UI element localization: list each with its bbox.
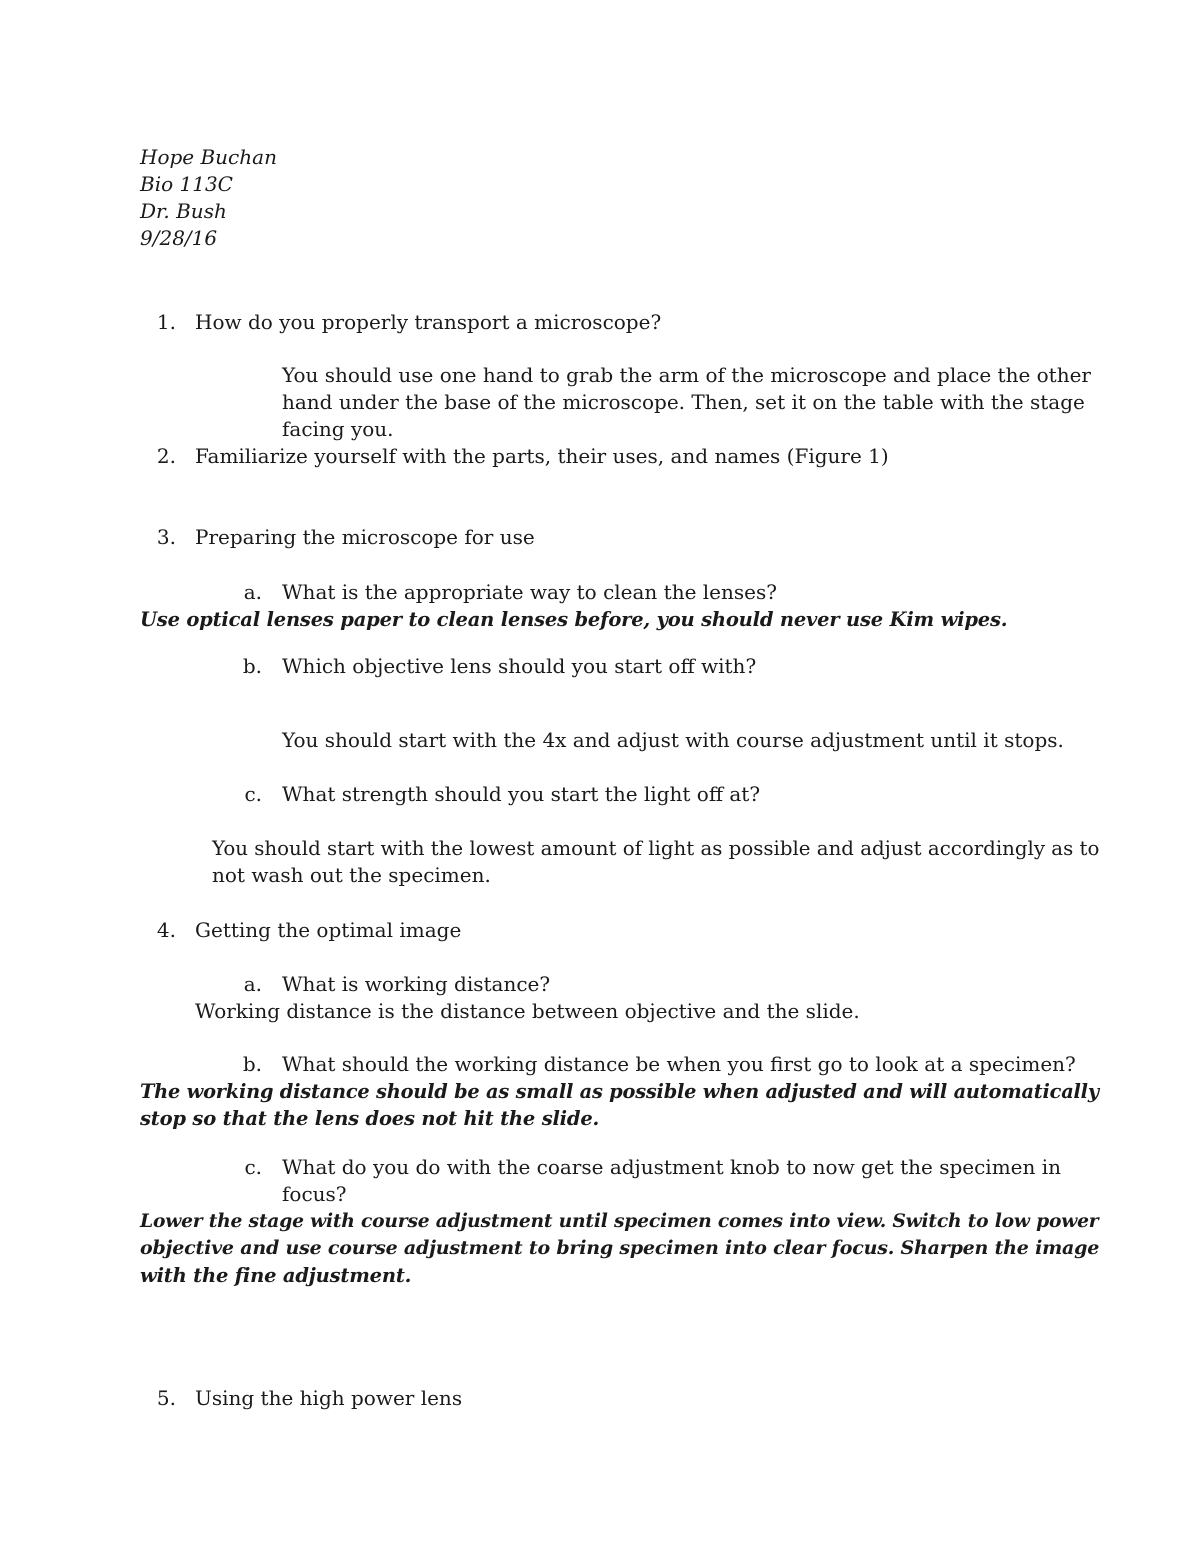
question-number: 2. (156, 444, 176, 468)
question-number: 4. (156, 918, 176, 942)
question-number: 3. (156, 525, 176, 549)
question-text: Preparing the microscope for use (195, 525, 535, 549)
course-name: Bio 113C (140, 172, 233, 196)
subquestion-text: focus? (282, 1182, 347, 1206)
question-text: How do you properly transport a microscope? (195, 310, 662, 334)
author-name: Hope Buchan (140, 145, 277, 169)
subquestion-text: Which objective lens should you start off with? (282, 654, 757, 678)
subquestion-label: a. (243, 972, 262, 996)
subquestion-label: b. (242, 1052, 262, 1076)
answer-line: hand under the base of the microscope. Then, set it on the table with the stage (282, 390, 1085, 414)
subquestion-label: c. (244, 782, 262, 806)
answer-line: Use optical lenses paper to clean lenses before, you should never use Kim wipes. (140, 608, 1008, 631)
subquestion-text: What do you do with the coarse adjustment knob to now get the specimen in (282, 1155, 1062, 1179)
question-text: Getting the optimal image (195, 918, 462, 942)
subquestion-text: What is the appropriate way to clean the lenses? (282, 580, 777, 604)
answer-line: Working distance is the distance between objective and the slide. (195, 999, 860, 1023)
subquestion-label: a. (243, 580, 262, 604)
answer-line: Lower the stage with course adjustment until specimen comes into view. Switch to low power (140, 1210, 1099, 1232)
answer-line: stop so that the lens does not hit the slide. (140, 1107, 600, 1130)
subquestion-text: What should the working distance be when you first go to look at a specimen? (282, 1052, 1076, 1076)
answer-line: facing you. (282, 417, 394, 441)
subquestion-text: What is working distance? (282, 972, 551, 996)
instructor-name: Dr. Bush (140, 199, 227, 223)
answer-line: objective and use course adjustment to bring specimen into clear focus. Sharpen the image (140, 1237, 1100, 1259)
question-number: 5. (156, 1386, 176, 1410)
answer-line: The working distance should be as small as possible when adjusted and will automatically (140, 1080, 1099, 1103)
question-text: Familiarize yourself with the parts, their uses, and names (Figure 1) (195, 444, 889, 468)
answer-line: with the fine adjustment. (140, 1264, 412, 1287)
question-text: Using the high power lens (195, 1386, 463, 1410)
subquestion-label: c. (244, 1155, 262, 1179)
subquestion-text: What strength should you start the light off at? (282, 782, 761, 806)
document-date: 9/28/16 (140, 226, 218, 250)
answer-line: You should use one hand to grab the arm of the microscope and place the other (282, 363, 1091, 387)
answer-line: You should start with the 4x and adjust with course adjustment until it stops. (282, 728, 1064, 752)
answer-line: You should start with the lowest amount of light as possible and adjust accordingly as to (212, 837, 1100, 860)
answer-line: not wash out the specimen. (212, 863, 491, 887)
question-number: 1. (156, 310, 176, 334)
subquestion-label: b. (242, 654, 262, 678)
